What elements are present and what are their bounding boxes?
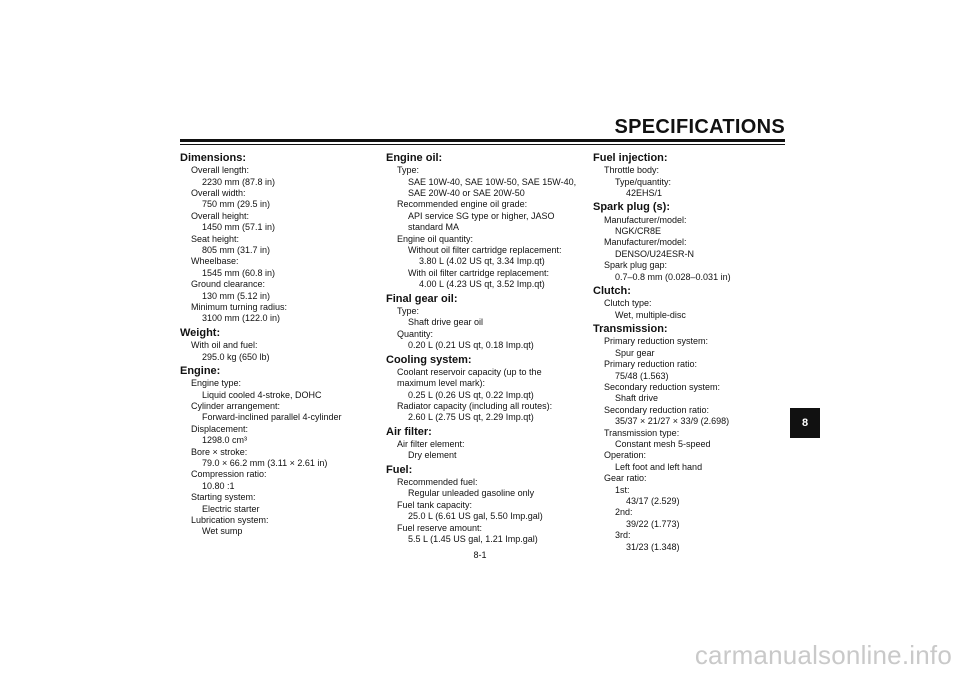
spec-line: Clutch type: xyxy=(604,298,652,309)
section-heading: Spark plug (s): xyxy=(593,201,671,214)
spec-line: 130 mm (5.12 in) xyxy=(202,290,271,301)
spec-line: 1450 mm (57.1 in) xyxy=(202,222,276,233)
page-title: SPECIFICATIONS xyxy=(614,116,785,138)
spec-line: SAE 20W-40 or SAE 20W-50 xyxy=(408,188,525,199)
spec-line: DENSO/U24ESR-N xyxy=(615,248,695,259)
spec-line: Shaft drive xyxy=(615,393,659,404)
spec-line: Seat height: xyxy=(191,233,240,244)
spec-line: Throttle body: xyxy=(604,165,660,176)
spec-line: Without oil filter cartridge replacement: xyxy=(408,245,562,256)
spec-line: Gear ratio: xyxy=(604,473,647,484)
spec-column-3 xyxy=(593,152,793,553)
section-heading: Engine: xyxy=(180,364,221,377)
page-number: 8-1 xyxy=(473,550,487,560)
spec-line: Left foot and left hand xyxy=(615,461,703,472)
spec-line: 1st: xyxy=(615,484,630,495)
spec-line: Quantity: xyxy=(397,328,434,339)
spec-line: Transmission type: xyxy=(604,427,680,438)
spec-line: 35/37 × 21/27 × 33/9 (2.698) xyxy=(615,416,730,427)
spec-line: Dry element xyxy=(408,450,457,461)
spec-line: 3100 mm (122.0 in) xyxy=(202,313,281,324)
spec-line: 42EHS/1 xyxy=(626,188,663,199)
spec-line: 10.80 :1 xyxy=(202,480,235,491)
spec-line: With oil and fuel: xyxy=(191,340,258,351)
section-heading: Dimensions: xyxy=(180,152,247,164)
section-heading: Cooling system: xyxy=(386,353,472,366)
spec-column-1 xyxy=(180,152,360,538)
spec-line: Type/quantity: xyxy=(615,176,672,187)
spec-line: 295.0 kg (650 lb) xyxy=(202,351,270,362)
spec-line: Displacement: xyxy=(191,423,249,434)
spec-line: 2nd: xyxy=(615,507,633,518)
spec-line: standard MA xyxy=(408,222,460,233)
spec-line: Forward-inclined parallel 4-cylinder xyxy=(202,412,342,423)
spec-line: Constant mesh 5-speed xyxy=(615,438,711,449)
spec-line: Minimum turning radius: xyxy=(191,302,288,313)
spec-line: 43/17 (2.529) xyxy=(626,495,680,506)
spec-line: 0.7–0.8 mm (0.028–0.031 in) xyxy=(615,271,731,282)
section-heading: Transmission: xyxy=(593,323,668,336)
watermark: carmanualsonline.info xyxy=(694,640,952,670)
spec-line: 1545 mm (60.8 in) xyxy=(202,267,276,278)
section-heading: Air filter: xyxy=(386,425,432,438)
chapter-tab[interactable] xyxy=(790,408,820,438)
spec-line: Electric starter xyxy=(202,503,260,514)
spec-line: 750 mm (29.5 in) xyxy=(202,199,271,210)
spec-line: Recommended engine oil grade: xyxy=(397,199,528,210)
spec-line: Type: xyxy=(397,165,420,176)
spec-line: Compression ratio: xyxy=(191,469,267,480)
spec-line: Primary reduction system: xyxy=(604,336,709,347)
spec-line: Air filter element: xyxy=(397,438,465,449)
spec-line: Manufacturer/model: xyxy=(604,237,687,248)
spec-line: NGK/CR8E xyxy=(615,226,662,237)
spec-line: 1298.0 cm³ xyxy=(202,435,248,446)
spec-line: Ground clearance: xyxy=(191,279,266,290)
spec-line: 3rd: xyxy=(615,530,631,541)
spec-line: 0.20 L (0.21 US qt, 0.18 Imp.qt) xyxy=(408,340,534,351)
spec-line: Secondary reduction ratio: xyxy=(604,404,710,415)
spec-line: 31/23 (1.348) xyxy=(626,541,680,552)
spec-column-2 xyxy=(386,152,586,545)
spec-line: Manufacturer/model: xyxy=(604,214,687,225)
spec-line: 3.80 L (4.02 US qt, 3.34 Imp.qt) xyxy=(419,256,545,267)
section-heading: Engine oil: xyxy=(386,152,443,164)
spec-line: 79.0 × 66.2 mm (3.11 × 2.61 in) xyxy=(202,457,328,468)
spec-line: SAE 10W-40, SAE 10W-50, SAE 15W-40, xyxy=(408,176,577,187)
spec-line: Overall height: xyxy=(191,210,250,221)
spec-line: 75/48 (1.563) xyxy=(615,370,669,381)
spec-line: 2.60 L (2.75 US qt, 2.29 Imp.qt) xyxy=(408,412,534,423)
spec-line: Secondary reduction system: xyxy=(604,381,721,392)
spec-line: Fuel tank capacity: xyxy=(397,499,473,510)
spec-line: Overall width: xyxy=(191,188,246,199)
spec-line: Spark plug gap: xyxy=(604,260,668,271)
spec-line: Cylinder arrangement: xyxy=(191,400,281,411)
spec-line: 5.5 L (1.45 US gal, 1.21 Imp.gal) xyxy=(408,533,538,544)
spec-line: Wet, multiple-disc xyxy=(615,309,686,320)
spec-line: 2230 mm (87.8 in) xyxy=(202,176,276,187)
spec-line: 4.00 L (4.23 US qt, 3.52 Imp.qt) xyxy=(419,279,545,290)
spec-line: Primary reduction ratio: xyxy=(604,359,698,370)
spec-line: Bore × stroke: xyxy=(191,446,248,457)
spec-line: 0.25 L (0.26 US qt, 0.22 Imp.qt) xyxy=(408,389,534,400)
spec-line: Spur gear xyxy=(615,347,655,358)
spec-line: Type: xyxy=(397,305,420,316)
spec-line: Wheelbase: xyxy=(191,256,239,267)
spec-line: Regular unleaded gasoline only xyxy=(408,488,535,499)
spec-line: Overall length: xyxy=(191,165,250,176)
section-heading: Fuel injection: xyxy=(593,152,668,164)
spec-line: Engine oil quantity: xyxy=(397,233,474,244)
chapter-number: 8 xyxy=(801,417,809,429)
spec-line: Fuel reserve amount: xyxy=(397,522,483,533)
spec-line: Lubrication system: xyxy=(191,514,269,525)
spec-line: Engine type: xyxy=(191,378,242,389)
section-heading: Weight: xyxy=(180,326,221,339)
spec-line: Starting system: xyxy=(191,492,256,503)
section-heading: Final gear oil: xyxy=(386,292,458,305)
section-heading: Fuel: xyxy=(386,463,413,476)
spec-line: API service SG type or higher, JASO xyxy=(408,210,555,221)
spec-line: 39/22 (1.773) xyxy=(626,518,680,529)
spec-line: Liquid cooled 4-stroke, DOHC xyxy=(202,389,322,400)
spec-line: 25.0 L (6.61 US gal, 5.50 Imp.gal) xyxy=(408,511,543,522)
section-heading: Clutch: xyxy=(593,285,631,298)
spec-line: Shaft drive gear oil xyxy=(408,317,484,328)
header-rule-thick xyxy=(180,139,785,142)
spec-line: With oil filter cartridge replacement: xyxy=(408,267,550,278)
spec-line: Recommended fuel: xyxy=(397,476,478,487)
spec-line: Wet sump xyxy=(202,526,243,537)
spec-line: Coolant reservoir capacity (up to the xyxy=(397,366,542,377)
header-rule-thin xyxy=(180,144,785,145)
spec-line: maximum level mark): xyxy=(397,378,486,389)
spec-line: 805 mm (31.7 in) xyxy=(202,245,271,256)
spec-line: Radiator capacity (including all routes): xyxy=(397,400,553,411)
spec-line: Operation: xyxy=(604,450,647,461)
